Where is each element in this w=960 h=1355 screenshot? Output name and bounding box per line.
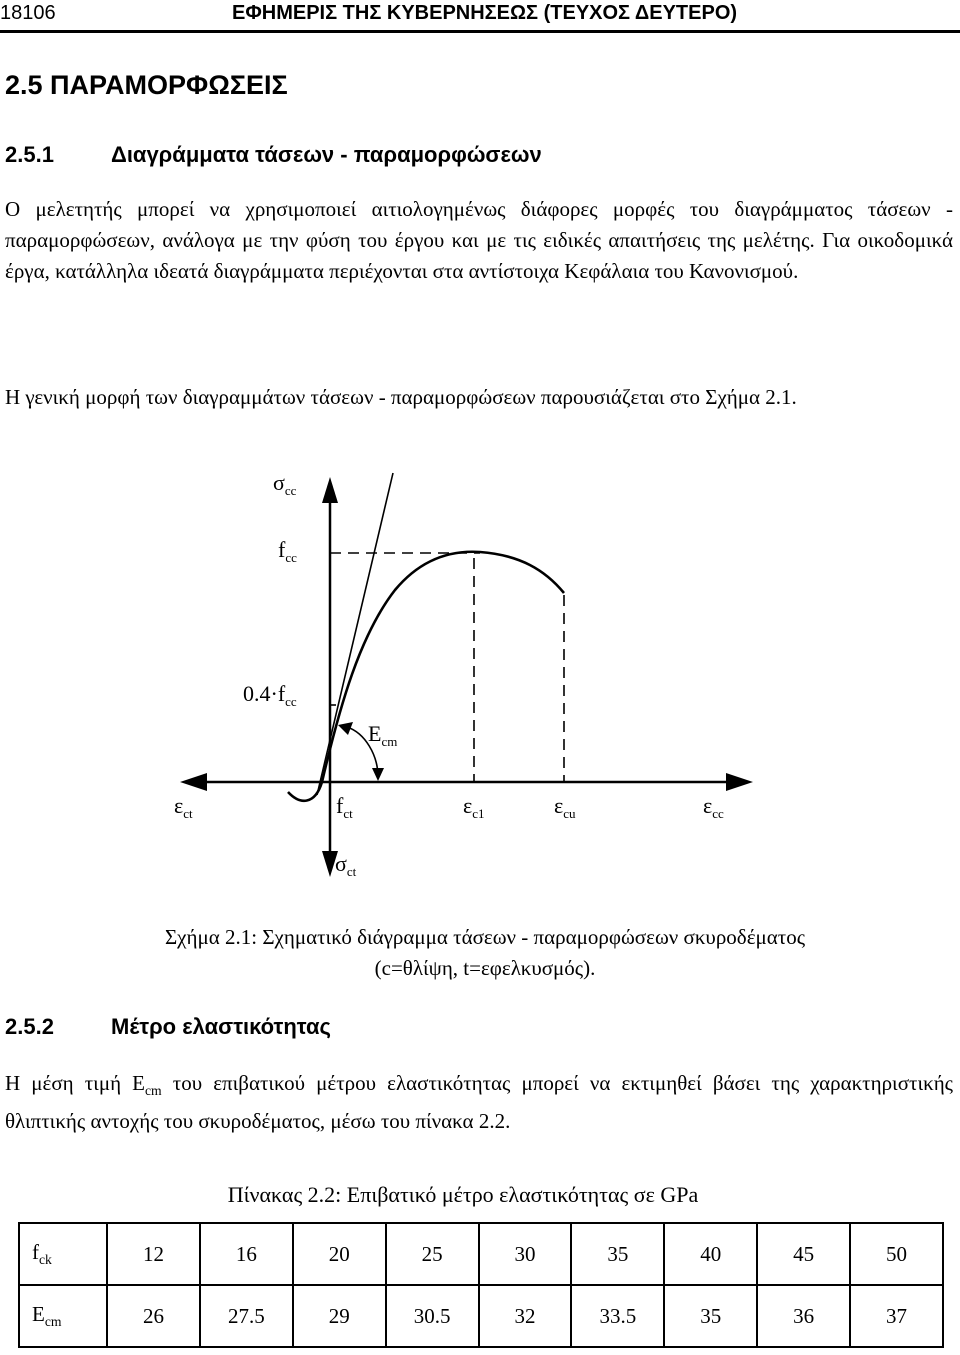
figure-caption [135,922,835,984]
table-cell: 30 [479,1223,572,1285]
table-cell: 35 [571,1223,664,1285]
strain-axis-arrow-right [726,773,753,791]
ecm-label: $E_{cm}$ [368,721,398,749]
tension-curve [288,782,322,801]
table-row [19,1285,943,1347]
table-cell: 37 [850,1285,943,1347]
section-heading: 2.5 ΠΑΡΑΜΟΡΦΩΣΕΙΣ [5,70,288,100]
subsection-title: Μέτρο ελαστικότητας [111,1014,331,1039]
subsection-heading-2 [5,1014,331,1040]
table-cell: 36 [757,1285,850,1347]
row-label-fck: $f_{ck}$ [19,1223,107,1285]
eps-cu-label: $\varepsilon_{cu}$ [554,793,576,821]
page-number: 18106 [0,2,56,24]
table-title: Πίνακας 2.2: Επιβατικό μέτρο ελαστικότητας σε GPa [227,1182,699,1207]
eps-c1-label: $\varepsilon_{c1}$ [463,793,485,821]
caption-line-1: Σχήμα 2.1: Σχηματικό διάγραμμα τάσεων - παραμορφώσεων σκυροδέματος [164,925,806,949]
table-cell: 12 [107,1223,200,1285]
table-cell: 20 [293,1223,386,1285]
fcc-label: $f_{cc}$ [278,537,297,565]
caption-line-2: (c=θλίψη, t=εφελκυσμός). [374,956,596,980]
row-label-ecm: $E_{cm}$ [19,1285,107,1347]
header-divider [0,30,960,33]
table-cell: 50 [850,1223,943,1285]
table-cell: 26 [107,1285,200,1347]
paragraph-2: Η γενική μορφή των διαγραμμάτων τάσεων - παραμορφώσεων παρουσιάζεται στο Σχήμα 2.1. [5,385,797,409]
table-cell: 33.5 [571,1285,664,1347]
eps-cc-label: $\varepsilon_{cc}$ [703,793,724,821]
subsection-number: 2.5.1 [5,142,54,167]
subsection-heading-1 [5,142,542,168]
stress-axis-arrow-up [322,477,338,503]
elastic-modulus-table [18,1222,944,1348]
table-cell: 30.5 [386,1285,479,1347]
table-cell: 32 [479,1285,572,1347]
strain-axis-arrow-left [180,773,207,791]
fct-label: $f_{ct}$ [336,793,353,821]
paragraph-1: Ο μελετητής μπορεί να χρησιμοποιεί αιτιολογημένως διάφορες μορφές του διαγράμματος τάσεων - παραμορφώσεων, ανάλογα με την φύση του έργου και με τις ειδικές απαιτήσεις της μελέτης. Για οικοδομικά έργα, κατάλληλα ιδεατά διαγράμματα περιέχονται στα αντίστοιχα Κεφάλαια του Κανονισμού. [5,197,953,283]
sigma-cc-label: $\sigma_{cc}$ [273,470,297,498]
table-cell: 27.5 [200,1285,293,1347]
table-row [19,1223,943,1285]
stress-strain-diagram [150,465,780,905]
point-four-fcc-label: $0.4\cdot f_{cc}$ [243,681,297,709]
paragraph-3: Η μέση τιμή $E_{cm}$ του επιβατικού μέτρου ελαστικότητας μπορεί να εκτιμηθεί βάσει της χαρακτηριστικής θλιπτικής αντοχής του σκυροδέματος, μέσω του πίνακα 2.2. [5,1071,953,1133]
subsection-number: 2.5.2 [5,1014,54,1039]
eps-ct-label: $\varepsilon_{ct}$ [174,793,193,821]
table-cell: 45 [757,1223,850,1285]
table-cell: 29 [293,1285,386,1347]
sigma-ct-label: $\sigma_{ct}$ [335,851,357,879]
table-cell: 40 [664,1223,757,1285]
subsection-title: Διαγράμματα τάσεων - παραμορφώσεων [111,142,542,167]
ecm-arrow-tail [372,768,384,781]
table-cell: 25 [386,1223,479,1285]
table-cell: 35 [664,1285,757,1347]
journal-title: ΕΦΗΜΕΡΙΣ ΤΗΣ ΚΥΒΕΡΝΗΣΕΩΣ (ΤΕΥΧΟΣ ΔΕΥΤΕΡΟ) [232,2,738,24]
table-cell: 16 [200,1223,293,1285]
stress-strain-curve [322,552,564,782]
